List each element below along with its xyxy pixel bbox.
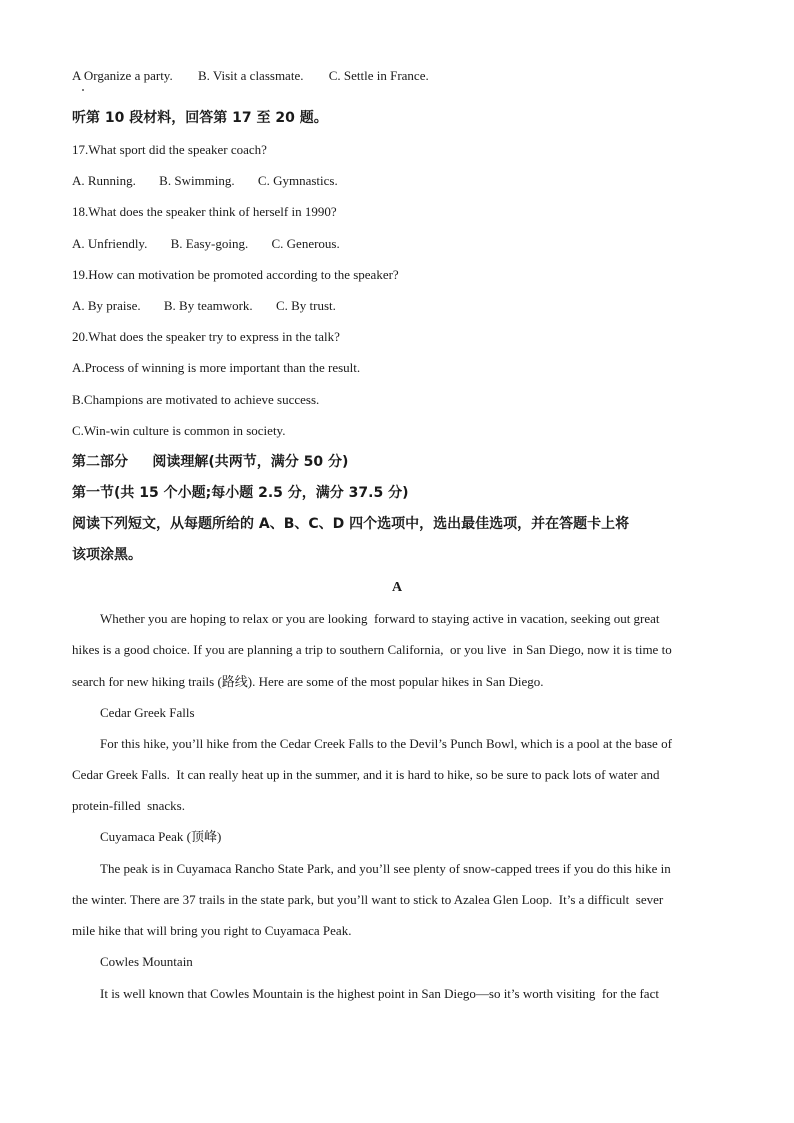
option-b: B. By teamwork. <box>163 298 253 313</box>
option-b: B. Easy-going. <box>170 236 249 251</box>
question-18-options <box>72 236 340 252</box>
question-18-stem: 18.What does the speaker think of herself in 1990? <box>72 204 337 219</box>
question-17-options <box>72 173 338 189</box>
option-a: A. Running. <box>72 173 136 188</box>
option-c: C. By trust. <box>275 298 336 313</box>
section-title-cowles: Cowles Mountain <box>100 954 193 969</box>
instruction-line-1: 阅读下列短文，从每题所给的 A、B、C、D 四个选项中，选出最佳选项，并在答题卡上将 <box>72 516 630 532</box>
question-20-option-a: A.Process of winning is more important than the result. <box>72 360 361 375</box>
question-16-options <box>72 68 429 84</box>
question-20-stem: 20.What does the speaker try to express in the talk? <box>72 329 340 344</box>
question-20-option-c: C.Win-win culture is common in society. <box>72 423 286 438</box>
option-b: B. Swimming. <box>159 173 235 188</box>
part-2-title: 第二部分 阅读理解(共两节，满分 50 分) <box>72 454 349 470</box>
question-19-stem: 19.How can motivation be promoted according to the speaker? <box>72 267 399 282</box>
question-19-options <box>72 298 336 314</box>
section-title-cuyamaca: Cuyamaca Peak (顶峰) <box>100 829 222 844</box>
section-10-heading: 听第 10 段材料，回答第 17 至 20 题。 <box>72 110 328 126</box>
option-b: B. Visit a classmate. <box>197 68 304 83</box>
section-1-title: 第一节(共 15 个小题;每小题 2.5 分，满分 37.5 分) <box>72 485 409 501</box>
instruction-line-2: 该项涂黑。 <box>72 547 142 563</box>
cedar-line-2: Cedar Greek Falls. It can really heat up in the summer, and it is hard to hike, so be sure to pack lots of water and <box>72 767 660 782</box>
option-c: C. Gymnastics. <box>257 173 338 188</box>
question-17-stem: 17.What sport did the speaker coach? <box>72 142 267 157</box>
option-c: C. Generous. <box>271 236 340 251</box>
section-title-cedar: Cedar Greek Falls <box>100 705 195 720</box>
intro-line-2: hikes is a good choice. If you are planning a trip to southern California, or you live in San Diego, now it is time to <box>72 642 672 657</box>
stray-dot <box>82 89 84 91</box>
intro-line-1: Whether you are hoping to relax or you are looking forward to staying active in vacation, seeking out great <box>100 611 660 626</box>
option-a: A. By praise. <box>72 298 141 313</box>
cedar-line-1: For this hike, you’ll hike from the Cedar Creek Falls to the Devil’s Punch Bowl, which is a pool at the base of <box>100 736 672 751</box>
option-a: A Organize a party. <box>72 68 173 83</box>
cuyamaca-line-3: mile hike that will bring you right to Cuyamaca Peak. <box>72 923 352 938</box>
cedar-line-3: protein-filled snacks. <box>72 798 185 813</box>
cowles-line-1: It is well known that Cowles Mountain is the highest point in San Diego—so it’s worth visiting for the fact <box>100 986 659 1001</box>
intro-line-3: search for new hiking trails (路线). Here are some of the most popular hikes in San Diego. <box>72 674 544 689</box>
cuyamaca-line-2: the winter. There are 37 trails in the state park, but you’ll want to stick to Azalea Glen Loop. It’s a difficult sever <box>72 892 664 907</box>
question-20-option-b: B.Champions are motivated to achieve success. <box>72 392 320 407</box>
option-a: A. Unfriendly. <box>72 236 148 251</box>
cuyamaca-line-1: The peak is in Cuyamaca Rancho State Park, and you’ll see plenty of snow-capped trees if you do this hike in <box>100 861 671 876</box>
passage-letter: A <box>391 580 403 595</box>
option-c: C. Settle in France. <box>328 68 429 83</box>
